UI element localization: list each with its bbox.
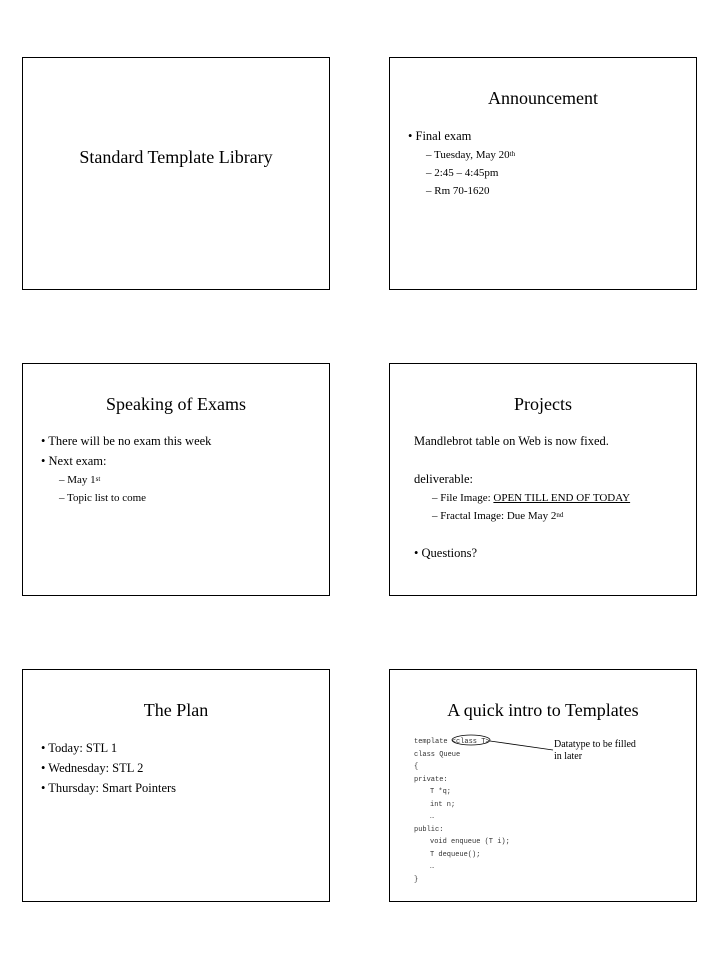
code-line: class Queue — [414, 750, 461, 759]
slide-1 — [22, 57, 330, 290]
code-line: } — [414, 875, 419, 884]
code-line: public: — [414, 825, 444, 834]
bullet: • Questions? — [414, 546, 478, 560]
slide-title: The Plan — [143, 700, 209, 720]
slide-title: Projects — [514, 394, 572, 414]
sub-bullet: – Rm 70-1620 — [426, 185, 490, 197]
bullet: • There will be no exam this week — [41, 434, 212, 448]
code-line: T dequeue(); — [430, 850, 481, 859]
slide-2 — [389, 57, 697, 290]
slide-6 — [389, 669, 697, 902]
code-line: int n; — [430, 800, 456, 809]
callout-ellipse — [452, 735, 490, 745]
bullet: • Wednesday: STL 2 — [41, 761, 144, 775]
sub-bullet: – Tuesday, May 20th — [426, 149, 516, 161]
bullet: • Thursday: Smart Pointers — [41, 781, 177, 795]
text-line: Mandlebrot table on Web is now fixed. — [414, 434, 609, 448]
slide-4 — [389, 363, 697, 596]
slide-title: A quick intro to Templates — [447, 700, 639, 720]
code-line: { — [414, 763, 419, 771]
code-line: … — [430, 863, 435, 871]
slide-body — [41, 431, 321, 507]
slide-body — [41, 738, 321, 798]
text-line: deliverable: — [414, 472, 473, 486]
code-line: private: — [414, 775, 448, 784]
sub-bullet: – May 1st — [59, 474, 101, 486]
sub-bullet: – File Image: OPEN TILL END OF TODAY — [432, 492, 631, 504]
slide-title: Standard Template Library — [79, 147, 273, 167]
code-line: void enqueue (T i); — [430, 838, 510, 846]
code-line: template <class T> — [414, 738, 490, 746]
code-line: … — [430, 813, 435, 821]
bullet: • Next exam: — [41, 454, 107, 468]
sub-bullet: – Topic list to come — [59, 492, 147, 504]
sub-bullet: – Fractal Image: Due May 2nd — [432, 510, 564, 522]
callout-line — [490, 741, 553, 750]
slide-title: Speaking of Exams — [106, 394, 246, 414]
code-line: T *q; — [430, 788, 452, 796]
slide-body — [414, 431, 688, 563]
slide-body — [408, 126, 688, 200]
callout-note: Datatype to be filled in later — [554, 739, 636, 762]
sub-bullet: – 2:45 – 4:45pm — [426, 167, 499, 179]
slide-5 — [22, 669, 330, 902]
bullet: • Today: STL 1 — [41, 741, 118, 755]
slide-title: Announcement — [488, 88, 598, 108]
slide-3 — [22, 363, 330, 596]
callout-overlay — [390, 670, 698, 903]
underlined-text: OPEN TILL END OF TODAY — [493, 492, 631, 504]
bullet: • Final exam — [408, 129, 472, 143]
